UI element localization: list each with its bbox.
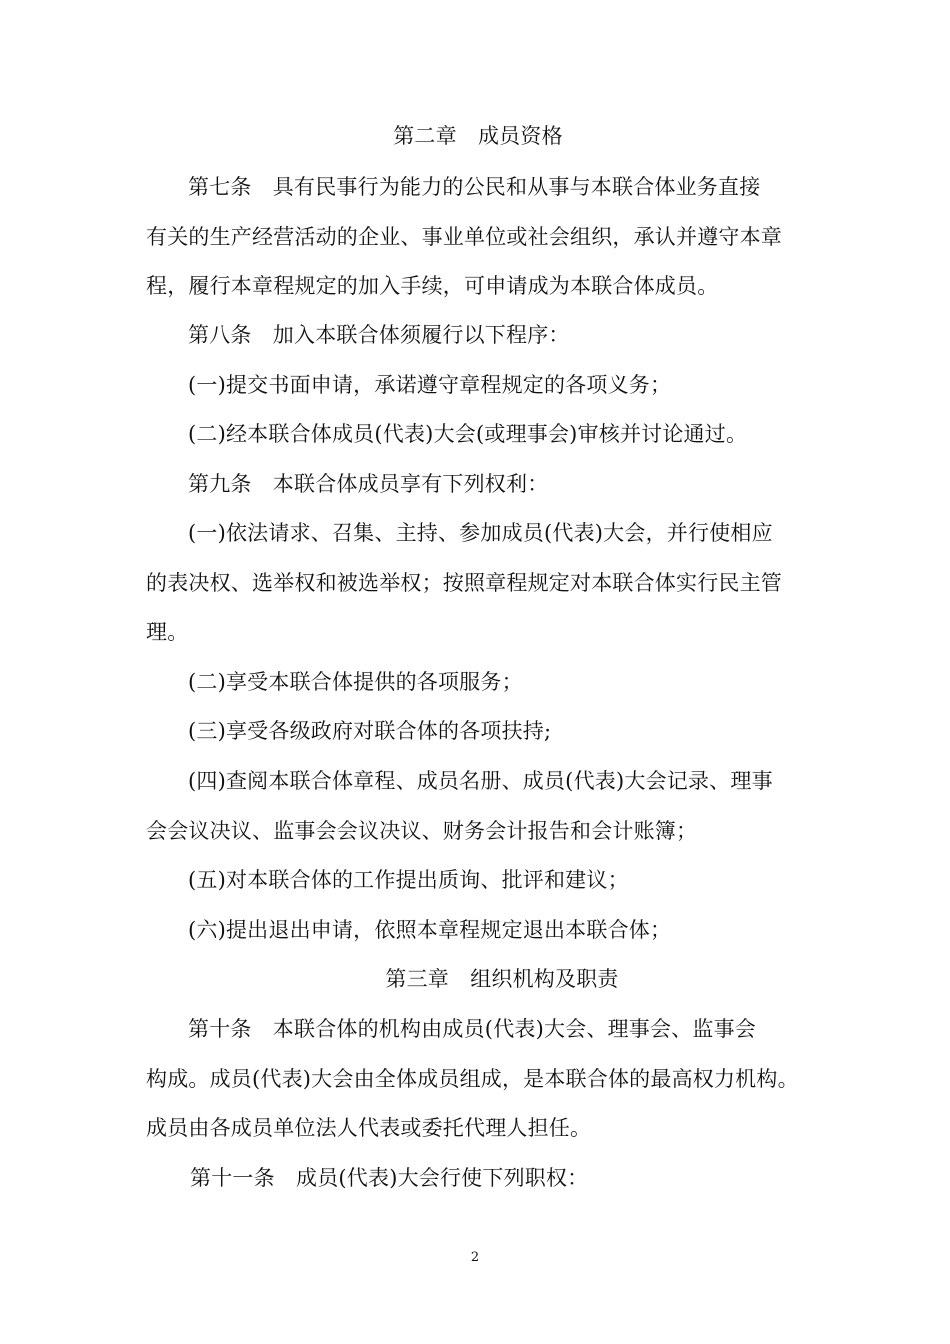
article-9-item-4-line-2: 会会议决议、监事会会议决议、财务会计报告和会计账簿； bbox=[146, 819, 698, 843]
page-number: 2 bbox=[470, 1250, 480, 1265]
article-11-line-1: 第十一条 成员(代表)大会行使下列职权： bbox=[190, 1166, 589, 1190]
article-9-item-3: (三)享受各级政府对联合体的各项扶持; bbox=[188, 719, 552, 743]
article-8-item-1: (一)提交书面申请，承诺遵守章程规定的各项义务； bbox=[188, 373, 672, 397]
article-9-item-5: (五)对本联合体的工作提出质询、批评和建议； bbox=[188, 868, 629, 892]
article-7-line-2: 有关的生产经营活动的企业、事业单位或社会组织，承认并遵守本章 bbox=[146, 225, 782, 249]
chapter-heading-2: 第二章 成员资格 bbox=[393, 124, 563, 148]
article-10-line-1: 第十条 本联合体的机构由成员(代表)大会、理事会、监事会 bbox=[188, 1017, 756, 1041]
article-7-line-1: 第七条 具有民事行为能力的公民和从事与本联合体业务直接 bbox=[188, 175, 761, 199]
article-10-line-3: 成员由各成员单位法人代表或委托代理人担任。 bbox=[146, 1116, 592, 1140]
article-10-line-2: 构成。成员(代表)大会由全体成员组成，是本联合体的最高权力机构。 bbox=[146, 1067, 799, 1091]
article-9-item-1-line-3: 理。 bbox=[146, 620, 189, 644]
article-9-item-6: (六)提出退出申请，依照本章程规定退出本联合体； bbox=[188, 918, 672, 942]
article-9-item-2: (二)享受本联合体提供的各项服务； bbox=[188, 670, 523, 694]
article-8-item-2: (二)经本联合体成员(代表)大会(或理事会)审核并讨论通过。 bbox=[188, 422, 748, 446]
article-9-item-4-line-1: (四)查阅本联合体章程、成员名册、成员(代表)大会记录、理事 bbox=[188, 769, 773, 793]
article-9-item-1-line-2: 的表决权、选举权和被选举权；按照章程规定对本联合体实行民主管 bbox=[146, 571, 782, 595]
article-9-line-1: 第九条 本联合体成员享有下列权利： bbox=[188, 472, 549, 496]
article-7-line-3: 程，履行本章程规定的加入手续，可申请成为本联合体成员。 bbox=[146, 274, 719, 298]
article-9-item-1-line-1: (一)依法请求、召集、主持、参加成员(代表)大会，并行使相应 bbox=[188, 521, 773, 545]
article-8-line-1: 第八条 加入本联合体须履行以下程序： bbox=[188, 323, 570, 347]
chapter-heading-3: 第三章 组织机构及职责 bbox=[385, 967, 619, 991]
